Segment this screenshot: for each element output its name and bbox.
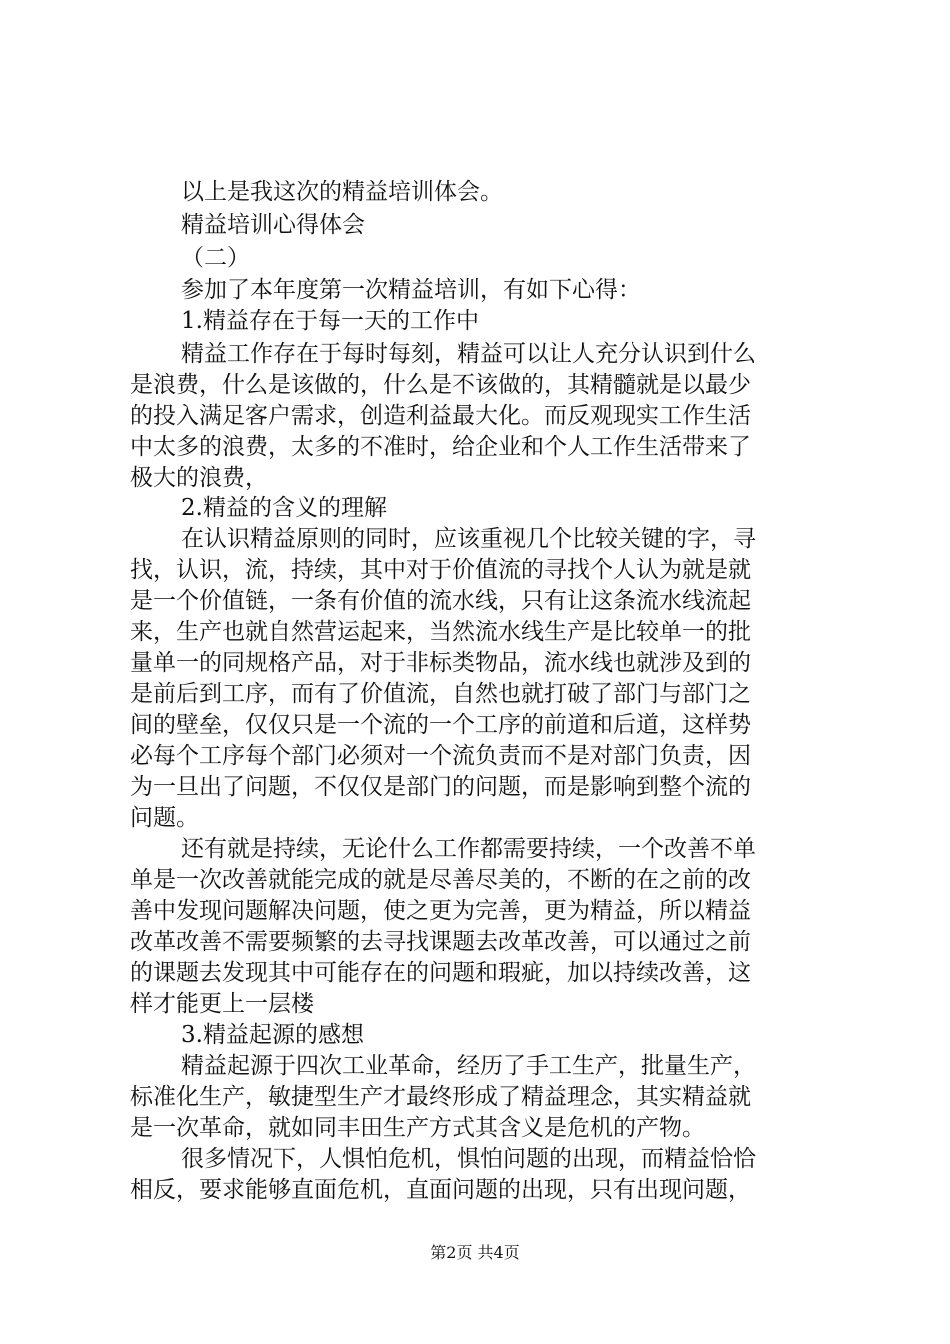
text-line: 样才能更上一层楼: [130, 991, 314, 1017]
intro-line: 参加了本年度第一次精益培训，有如下心得：: [181, 277, 641, 303]
text-line: 很多情况下，人惧怕危机，惧怕问题的出现，而精益恰恰: [181, 1146, 756, 1172]
text-line: 相反，要求能够直面危机，直面问题的出现，只有出现问题，: [130, 1177, 751, 1203]
text-line: 在认识精益原则的同时，应该重视几个比较关键的字，寻: [181, 526, 756, 552]
text-line: 是一次革命，就如同丰田生产方式其含义是危机的产物。: [130, 1115, 705, 1141]
page-number-footer: 第2页 共4页: [430, 1243, 520, 1262]
heading-3: 3.精益起源的感想: [181, 1022, 364, 1048]
text-line: 还有就是持续，无论什么工作都需要持续，一个改善不单: [181, 836, 756, 862]
closing-sentence: 以上是我这次的精益培训体会。: [181, 179, 503, 205]
heading-2: 2.精益的含义的理解: [181, 495, 387, 521]
text-line: 必每个工序每个部门必须对一个流负责而不是对部门负责，因: [130, 743, 751, 769]
text-line: 是浪费，什么是该做的，什么是不该做的，其精髓就是以最少: [130, 372, 751, 398]
text-line: 标准化生产，敏捷型生产才最终形成了精益理念，其实精益就: [130, 1084, 751, 1110]
text-line: 精益工作存在于每时每刻，精益可以让人充分认识到什么: [181, 341, 756, 367]
text-line: 单是一次改善就能完成的就是尽善尽美的，不断的在之前的改: [130, 867, 751, 893]
text-line: 的课题去发现其中可能存在的问题和瑕疵，加以持续改善，这: [130, 960, 751, 986]
text-line: 间的壁垒，仅仅只是一个流的一个工序的前道和后道，这样势: [130, 712, 751, 738]
text-line: 来，生产也就自然营运起来，当然流水线生产是比较单一的批: [130, 619, 751, 645]
text-line: 精益起源于四次工业革命，经历了手工生产，批量生产，: [181, 1053, 756, 1079]
text-line: 改革改善不需要频繁的去寻找课题去改革改善，可以通过之前: [130, 929, 751, 955]
text-line: 的投入满足客户需求，创造利益最大化。而反观现实工作生活: [130, 403, 751, 429]
text-line: 中太多的浪费，太多的不准时，给企业和个人工作生活带来了: [130, 434, 751, 460]
heading-1: 1.精益存在于每一天的工作中: [181, 308, 479, 334]
text-line: 极大的浪费，: [130, 465, 268, 491]
text-line: 问题。: [130, 805, 199, 831]
text-line: 善中发现问题解决问题，使之更为完善，更为精益，所以精益: [130, 898, 751, 924]
section-title: 精益培训心得体会: [181, 212, 365, 238]
text-line: 找，认识，流，持续，其中对于价值流的寻找个人认为就是就: [130, 557, 751, 583]
section-number: （二）: [181, 245, 250, 271]
text-line: 是前后到工序，而有了价值流，自然也就打破了部门与部门之: [130, 681, 751, 707]
text-line: 为一旦出了问题，不仅仅是部门的问题，而是影响到整个流的: [130, 774, 751, 800]
text-line: 量单一的同规格产品，对于非标类物品，流水线也就涉及到的: [130, 650, 751, 676]
text-line: 是一个价值链，一条有价值的流水线，只有让这条流水线流起: [130, 588, 751, 614]
